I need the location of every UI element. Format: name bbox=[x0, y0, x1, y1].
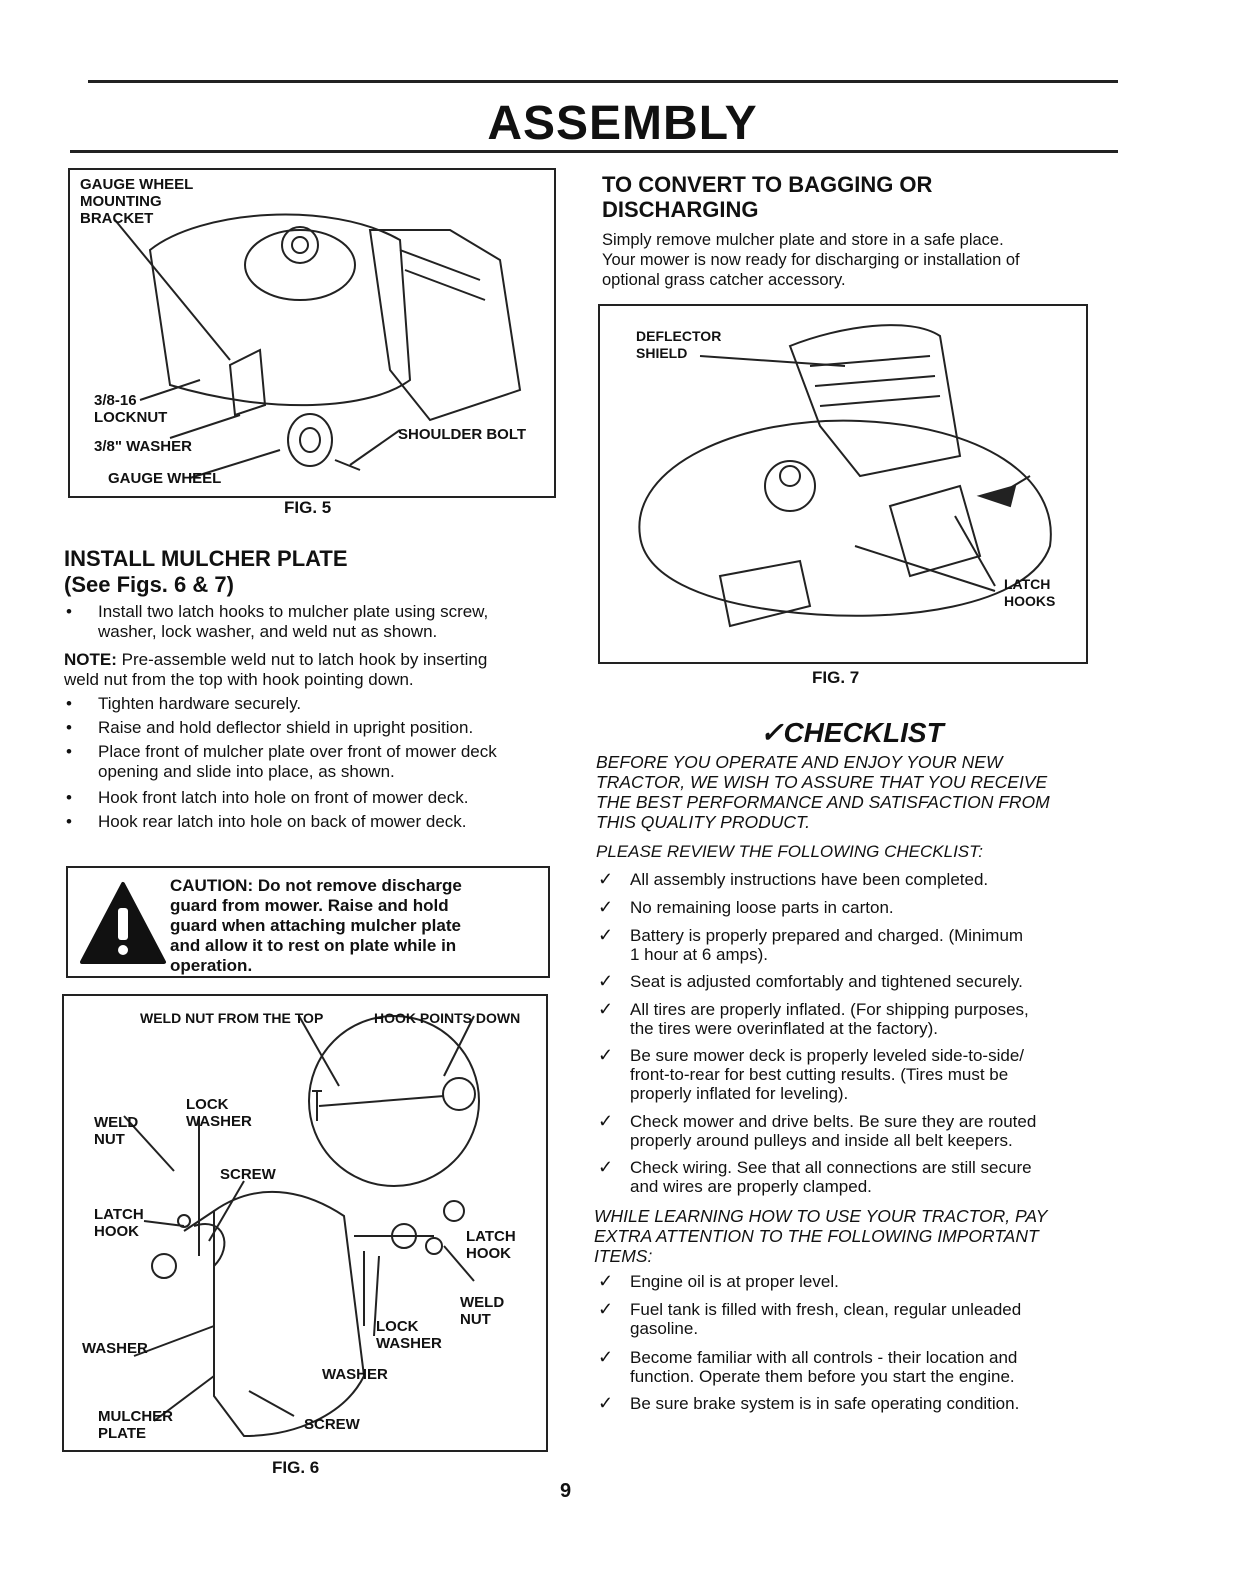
fig6-label-washer-mid: WASHER bbox=[322, 1366, 388, 1383]
fig6-label-lock-washer-right: LOCK WASHER bbox=[376, 1318, 442, 1352]
check-icon: ✓ bbox=[598, 1299, 614, 1319]
top-rule bbox=[88, 80, 1118, 83]
check-icon: ✓ bbox=[598, 1393, 614, 1413]
check-icon: ✓ bbox=[598, 1347, 614, 1367]
caution-text: CAUTION: Do not remove discharge guard from mower. Raise and hold guard when attaching mulcher plate and allow it to rest on plate while in operation. bbox=[170, 876, 462, 975]
title-rule bbox=[70, 150, 1118, 153]
fig5-label-bolt: SHOULDER BOLT bbox=[398, 426, 527, 443]
fig6-label-washer-left: WASHER bbox=[82, 1340, 148, 1357]
fig6-label-weld-nut: WELD NUT bbox=[94, 1114, 139, 1148]
fig5-label-bracket: GAUGE WHEEL MOUNTING BRACKET bbox=[80, 176, 194, 227]
check-icon: ✓ bbox=[598, 897, 614, 917]
fig6-box bbox=[62, 994, 548, 1452]
page-title: ASSEMBLY bbox=[487, 97, 758, 150]
caution-box bbox=[66, 866, 550, 978]
install-bullet-1-text: Install two latch hooks to mulcher plate using screw, washer, lock washer, and weld nut as shown. bbox=[98, 602, 489, 641]
checklist-item-text: Be sure brake system is in safe operating condition. bbox=[630, 1394, 1020, 1413]
checklist-item-text: Seat is adjusted comfortably and tightened securely. bbox=[630, 972, 1023, 991]
note-text: Pre-assemble weld nut to latch hook by inserting bbox=[116, 650, 488, 669]
fig7-label-deflector: DEFLECTOR SHIELD bbox=[636, 328, 722, 361]
install-bullet-2-text: Tighten hardware securely. bbox=[98, 694, 302, 713]
fig6-label-screw-bottom: SCREW bbox=[304, 1416, 360, 1433]
install-bullet-4-text: Place front of mulcher plate over front of mower deck opening and slide into place, as shown. bbox=[98, 742, 497, 781]
fig7-caption: FIG. 7 bbox=[812, 668, 860, 687]
checklist-item-text: All assembly instructions have been completed. bbox=[630, 870, 989, 889]
check-icon: ✓ bbox=[598, 925, 614, 945]
fig6-label-screw: SCREW bbox=[220, 1166, 276, 1183]
convert-text: Simply remove mulcher plate and store in a safe place. Your mower is now ready for discharging or installation of optional grass catcher accessory. bbox=[602, 231, 1020, 289]
check-icon: ✓ bbox=[598, 999, 614, 1019]
check-icon: ✓ bbox=[598, 1271, 614, 1291]
fig7-label-latch-hooks: LATCH HOOKS bbox=[1004, 576, 1056, 609]
install-note bbox=[64, 650, 564, 670]
install-heading: INSTALL MULCHER PLATE bbox=[64, 546, 348, 571]
fig7-box bbox=[598, 304, 1088, 664]
checklist-item-text: Battery is properly prepared and charged. (Minimum 1 hour at 6 amps). bbox=[630, 926, 1024, 964]
install-subheading: (See Figs. 6 & 7) bbox=[64, 572, 234, 597]
install-bullet-3-text: Raise and hold deflector shield in upright position. bbox=[98, 718, 474, 737]
fig6-label-latch-hook-left: LATCH HOOK bbox=[94, 1206, 144, 1240]
checklist-please: PLEASE REVIEW THE FOLLOWING CHECKLIST: bbox=[596, 842, 983, 861]
fig5-box bbox=[68, 168, 556, 498]
checklist-while: WHILE LEARNING HOW TO USE YOUR TRACTOR, PAY EXTRA ATTENTION TO THE FOLLOWING IMPORTANT ITEMS: bbox=[594, 1206, 1048, 1266]
checklist-item-text: Check mower and drive belts. Be sure they are routed properly around pulleys and inside all belt keepers. bbox=[630, 1112, 1037, 1150]
page-number: 9 bbox=[560, 1480, 572, 1502]
warning-icon bbox=[78, 878, 168, 968]
fig5-caption: FIG. 5 bbox=[284, 498, 332, 517]
install-bullet-5-text: Hook front latch into hole on front of mower deck. bbox=[98, 788, 469, 807]
fig6-label-lock-washer: LOCK WASHER bbox=[186, 1096, 252, 1130]
check-icon: ✓ bbox=[598, 1045, 614, 1065]
fig6-label-hook-down: HOOK POINTS DOWN bbox=[374, 1010, 521, 1026]
fig6-label-latch-hook-right: LATCH HOOK bbox=[466, 1228, 516, 1262]
fig6-label-weld-top: WELD NUT FROM THE TOP bbox=[140, 1010, 324, 1026]
checklist-item-text: Check wiring. See that all connections are still secure and wires are properly clamped. bbox=[630, 1158, 1032, 1196]
install-note-line2: weld nut from the top with hook pointing down. bbox=[64, 670, 414, 689]
checklist-intro: BEFORE YOU OPERATE AND ENJOY YOUR NEW TRACTOR, WE WISH TO ASSURE THAT YOU RECEIVE THE BEST PERFORMANCE AND SATISFACTION FROM THIS QUALITY PRODUCT. bbox=[596, 752, 1050, 832]
check-icon: ✓ bbox=[598, 971, 614, 991]
install-bullet-6-text: Hook rear latch into hole on back of mower deck. bbox=[98, 812, 467, 831]
checklist-item-text: Become familiar with all controls - their location and function. Operate them before you start the engine. bbox=[630, 1348, 1018, 1386]
fig5-label-wheel: GAUGE WHEEL bbox=[108, 470, 222, 487]
check-icon: ✓ bbox=[598, 1157, 614, 1177]
fig5-label-locknut: 3/8-16 LOCKNUT bbox=[94, 392, 168, 426]
check-icon: ✓ bbox=[598, 1111, 614, 1131]
fig6-caption: FIG. 6 bbox=[272, 1458, 320, 1477]
fig5-label-washer: 3/8" WASHER bbox=[94, 438, 192, 455]
check-icon: ✓ bbox=[598, 869, 614, 889]
checklist-item-text: No remaining loose parts in carton. bbox=[630, 898, 894, 917]
checklist-item-text: Be sure mower deck is properly leveled side-to-side/ front-to-rear for best cutting results. (Tires must be properly inflated for leveling). bbox=[630, 1046, 1025, 1103]
fig6-label-weld-nut-right: WELD NUT bbox=[460, 1294, 505, 1328]
checklist-item-text: Engine oil is at proper level. bbox=[630, 1272, 839, 1291]
note-label: NOTE: bbox=[64, 650, 117, 669]
checklist-item-text: All tires are properly inflated. (For shipping purposes, the tires were overinflated at the factory). bbox=[630, 1000, 1029, 1038]
convert-heading: TO CONVERT TO BAGGING OR DISCHARGING bbox=[602, 172, 933, 222]
fig6-label-mulcher-plate: MULCHER PLATE bbox=[98, 1408, 173, 1442]
checklist-title: ✓CHECKLIST bbox=[760, 717, 944, 748]
checklist-item-text: Fuel tank is filled with fresh, clean, regular unleaded gasoline. bbox=[630, 1300, 1022, 1338]
